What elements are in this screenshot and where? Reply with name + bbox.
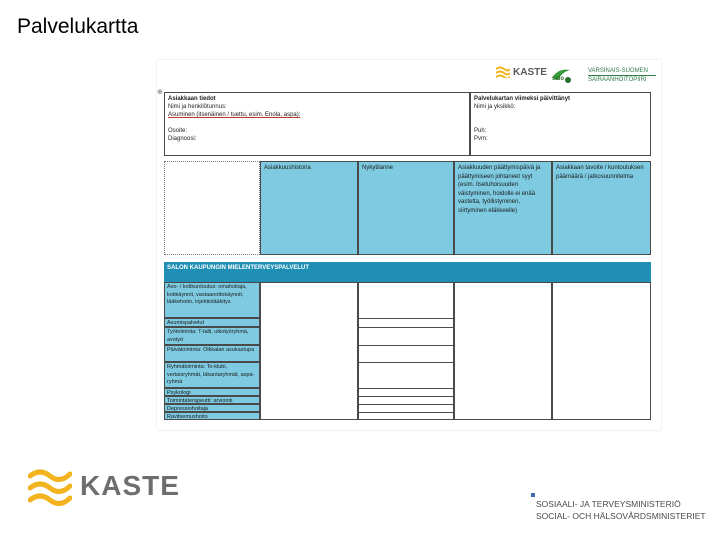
kaste-logo	[28, 466, 180, 506]
updater-phone-field: Puh:	[474, 128, 487, 134]
kaste-wave-icon	[28, 466, 72, 506]
grid-row-line	[358, 396, 454, 397]
vsshp-logo	[588, 67, 656, 84]
row-label-day: Päivätoiminta: Olkkalan asukastupa	[164, 345, 260, 362]
kaste-wave-icon	[496, 66, 510, 78]
table-anchor-icon: ⊕	[157, 89, 163, 96]
ministry-logo	[536, 498, 706, 522]
row-label-home-rehab: Avo- / kotikuntoutus: omahoitaja, kotikäynnit, vastaanottokäynnit, lääkehoito, injektiolääkitys	[164, 282, 260, 318]
vsshp-logo-line1: VARSINAIS-SUOMEN	[588, 68, 648, 74]
grid-row-line	[358, 404, 454, 405]
client-info-box	[164, 92, 470, 156]
column-header-goal: Asiakkaan tavoite / kuntoutuksen päämäärä / jatkosuunnitelma	[552, 161, 651, 255]
row-label-nutrition: Ravitsemushoito	[164, 412, 260, 420]
column-header-current: Nykytilanne	[358, 161, 454, 255]
row-label-housing: Asumispalvelut	[164, 318, 260, 327]
kaste-logo-text: KASTE	[80, 470, 180, 501]
client-info-heading: Asiakkaan tiedot	[168, 96, 216, 102]
client-address-field: Osoite:	[168, 128, 188, 134]
row-label-depression: Depressiohoitaja	[164, 404, 260, 412]
grid-row-line	[358, 345, 454, 346]
updater-name-field: Nimi ja yksikkö:	[474, 104, 516, 110]
corner-empty-cell	[164, 161, 260, 255]
grid-row-line	[358, 388, 454, 389]
column-header-history: Asiakkuushistoria	[260, 161, 358, 255]
column-header-end: Asiakkuuden päättymispäivä ja päättymiseen johtaneet syyt (esim. itsetuhoisuuden väistyminen, hoidolle ei enää vastetta, työllistyminen, siirtyminen eläkkeelle)	[454, 161, 552, 255]
client-diagnosis-field: Diagnoosi:	[168, 136, 197, 142]
grid-row-line	[358, 412, 454, 413]
kaste-logo-small	[496, 66, 547, 78]
client-housing-field: Asuminen (itsenäinen / tuettu, esim. Enola, aspa):	[168, 112, 301, 118]
grid-row-line	[358, 318, 454, 319]
row-label-group: Ryhmätoiminta: To-klubi, vertaisryhmät, läkantaryhmät, aspa-ryhmä	[164, 362, 260, 388]
grid-column-goal	[552, 282, 651, 420]
client-name-field: Nimi ja henkilötunnus:	[168, 104, 227, 110]
row-label-ot: Toimintaterapeutti: arviointi	[164, 396, 260, 404]
slide-title: Palvelukartta	[17, 15, 139, 38]
grid-column-current	[358, 282, 454, 420]
grid-row-line	[358, 362, 454, 363]
salo-logo-text: salo	[552, 76, 565, 82]
ministry-name-sv: SOCIAL- OCH HÄLSOVÅRDSMINISTERIET	[536, 511, 706, 521]
update-date-field: Pvm:	[474, 136, 488, 142]
row-label-psychologist: Psykologi	[164, 388, 260, 396]
row-label-work: Työtoiminta: T-talli, ulkotyöryhmä, avotyö	[164, 327, 260, 345]
section-header-salo-services: SALON KAUPUNGIN MIELENTERVEYSPALVELUT	[164, 262, 651, 282]
grid-column-history	[260, 282, 358, 420]
kaste-logo-text: KASTE	[513, 66, 547, 78]
update-info-heading: Palvelukartan viimeksi päivittänyt	[474, 96, 571, 102]
ministry-mark-icon	[531, 493, 535, 497]
vsshp-logo-line2: SAIRAANHOITOPIIRI	[588, 75, 656, 84]
update-info-box	[470, 92, 651, 156]
grid-row-line	[358, 327, 454, 328]
ministry-name-fi: SOSIAALI- JA TERVEYSMINISTERIÖ	[536, 499, 681, 509]
grid-column-end	[454, 282, 552, 420]
